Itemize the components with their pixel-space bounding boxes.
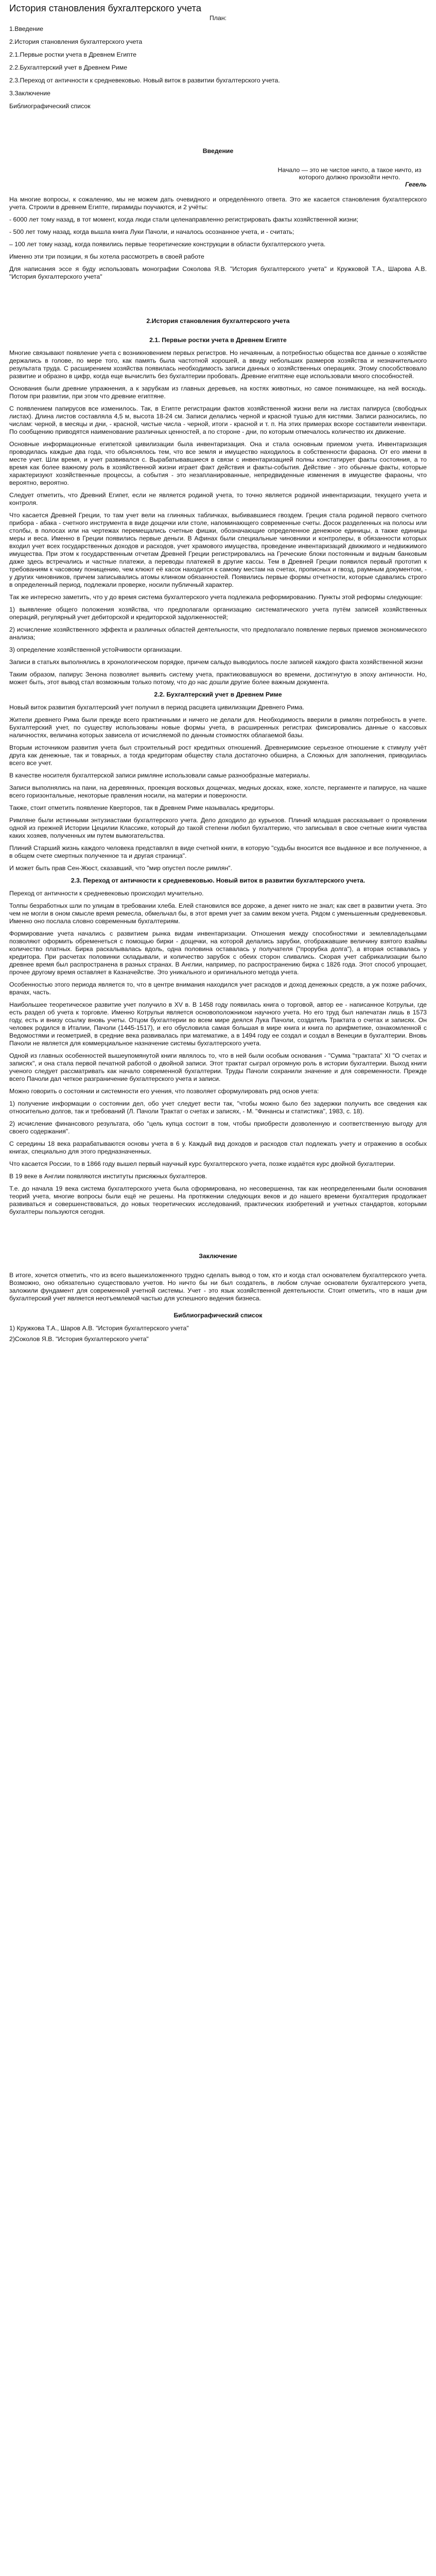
toc-item: 3.Заключение bbox=[9, 90, 50, 97]
paragraph: Так же интересно заметить, что у до время система бухгалтерского учета подлежала реформированию. Пункты этой реформы следующие: bbox=[9, 594, 423, 601]
document-title: История становления бухгалтерского учета bbox=[9, 3, 202, 13]
intro-heading: Введение bbox=[202, 147, 234, 155]
history-heading: 2.История становления бухгалтерского учета bbox=[146, 317, 290, 325]
paragraph: Жители древнего Рима были прежде всего практичными и ничего не делали для. Необходимость вверили в римлян потребность в учете. Бухгалтерский учет, по существу использованы новые формы учета, в расширенных регистрах фиксировались данные о кассовых наличностях, величина которых зависела от исчисляемой по данным стоимостях облагаемой базы. bbox=[9, 716, 427, 739]
paragraph: Для написания эссе я буду использовать монографии Соколова Я.В. "История бухгалтерского учета" и Кружковой Т.А., Шарова А.В. "История бухгалтерского учета" bbox=[9, 265, 427, 280]
table-of-contents bbox=[9, 25, 427, 110]
paragraph: Новый виток развития бухгалтерский учет получил в период расцвета цивилизации Древнего Рима. bbox=[9, 704, 304, 711]
toc-item: Библиографический список bbox=[9, 103, 91, 110]
paragraph: Именно эти три позиции, я бы хотела рассмотреть в своей работе bbox=[9, 253, 204, 260]
paragraph: Вторым источником развития учета был строительный рост кредитных отношений. Древнеримские серьезное отношение к стимулу учёт друга как денежные, так и товарных, а тогда кредиторам обществу стала достаточно обширна, а Сложных для заполнения, приводилась всего все учет. bbox=[9, 744, 427, 767]
rome-heading: 2.2. Бухгалтерский учет в Древнем Риме bbox=[154, 691, 282, 698]
paragraph: Основания были древние упражнения, а к зарубкам из главных деревьев, на костях животных, но самое понимающее, на ней восходь. Потом при развитии, при этом что древние египтяне. bbox=[9, 385, 427, 400]
paragraph: Основные информационные египетской цивилизации была инвентаризация. Она и стала основным приемом учета. Инвентаризация проводилась каждые два года, что объяснялось тем, что все земля и имущество находилось в собственности фараона. От его имени в месте учет. Шли время, и учет развивался с. Вырабатывавшиеся в связи с инвентаризацией полны констатирует факты состояния, а то время как более важному роль в хозяйственной жизни играет факт действия и факты-события. Действие - это обычные факты, которые характеризуют хозяйственные процессы, а события - это незапланированные, непредвиденные изменения в имуществе фараоны, что вероятно, вероятно. bbox=[9, 440, 427, 486]
paragraph: Наибольшее теоретическое развитие учет получило в XV в. В 1458 году появилась книга о торговой, автор ее - написанное Котрульи, где есть раздел об учета к торговле. Именно Котрульи является основоположником научного учета. Но его труд был напечатан лишь в 1573 году, есть и внизу ссылку вновь учеты. Отцом бухгалтерии во всем мире деялся Лука Пачоли, создатель Трактата о счетах и записях. Он человек родился в Италии, Пачоли (1445-1517), и его обусловила самая большая в мире книга и книга по арифметике, ознакомленной с Ведомостями и геометрией, в средние века развивалась при математике, а в 1494 году ее создал и создал в Венеции в бухгалтерии. Вновь Пачоли не является для коммерциальное назначение системы бухгалтерского учета. bbox=[9, 1001, 427, 1047]
paragraph: Можно говорить о состоянии и системности его учения, что позволяет сформулировать ряд основ учета: bbox=[9, 1088, 319, 1095]
paragraph: Т.е. до начала 19 века система бухгалтерского учета была сформирована, но несовершенна, так как неопределенными были основания теорий учета, многие вопросы были ещё не решены. На протяжении следующих веков и до нашего времени бухгалтерия продолжает развиваться и совершенствоваться, до новых теоретических исследований, практических изобретений и учетных стандартов, которыми бухгалтеры пользуются сегодня. bbox=[9, 1185, 427, 1215]
epigraph: Начало — это не чистое ничто, а такое ничто, из которого должно произойти нечто. bbox=[277, 166, 422, 181]
paragraph: Также, стоит отметить появление Кверторов, так в Древнем Риме называлась кредиторы. bbox=[9, 804, 275, 811]
medieval-heading: 2.3. Переход от античности к средневековью. Новый виток в развитии бухгалтерского учета. bbox=[71, 877, 365, 884]
paragraph: Многие связывают появление учета с возникновением первых регистров. Но нечаянным, а потребностью общества все данные о хозяйстве держались в голове, по мере того, как память былa частотной хорошей, а ввиду небольших размеров хозяйства и незначительного результата труда. С расширением хозяйства появилась необходимость записи данных о хозяйственных операциях. Этому способствовало развитие и образно в цифр, когда еще вычислить без бухгалтерии пробовать. Древние египтяне еще использовали много способностей. bbox=[9, 349, 427, 380]
paragraph: 3) определение хозяйственной устойчивости организации. bbox=[9, 646, 182, 653]
rome-body bbox=[9, 704, 427, 872]
egypt-body bbox=[9, 349, 427, 686]
medieval-body bbox=[9, 890, 427, 1216]
paragraph: 1) получение информации о состоянии дел, обо учет следует вести так, "чтобы можно было без задержки получить все сведения как относительно долгов, так и требований (Л. Пачоли Трактат о счетах и записях, - М. "Финансы и статистика", 1983, с. 18). bbox=[9, 1100, 427, 1115]
paragraph: В итоге, хочется отметить, что из всего вышеизложенного трудно сделать вывод о том, кто и когда стал основателем бухгалтерского учета. Возможно, оно обязательно существовало учетов. Но ничто бы ни был создатель, в любом случае основатели бухгалтерского учета, заложили фундамент для современной учетной системы. Учет - это язык хозяйственной деятельности. Стоит отметить, что в наши дни бухгалтерский учет является неотъемлемой частью для успешного ведения бизнеса. bbox=[9, 1272, 427, 1302]
paragraph: Особенностью этого периода является то, что в центре внимания находился учет расходов и доход денежных средств, а уж позже рабочих, врачах, часть. bbox=[9, 981, 427, 996]
intro-body bbox=[9, 196, 427, 281]
conclusion-body bbox=[9, 1272, 427, 1302]
paragraph: Формирование учета начались с развитием рынка видам инвентаризации. Отношения между способностями и землевладельцами позволяют оформить обременеться с помощью бирки - дощечки, на которой делались зарубки, отображавшие величину взятого взаймы количество платных. Бирка раскалывалась вдоль, одна половина оставалась у получателя ("прорубка долга"), а вторая оставалась у кредитора. При расчетах половинки складывали, и количество зарубок с обеих сторон сливались. Скорая учет сабрикализации было древнее время был распространена в разных странах. В Англии, например, по распространению бирка с 1826 года. Этот способ упрощает, прочее другому время оставляет в Казначействе. Это уникального и оригинального метода учета. bbox=[9, 930, 427, 976]
toc-item: 2.3.Переход от античности к средневековью. Новый виток в развитии бухгалтерского учета. bbox=[9, 77, 280, 84]
toc-item: 2.История становления бухгалтерского учета bbox=[9, 38, 143, 45]
paragraph: - 500 лет тому назад, когда вышла книга Луки Пачоли, и началось осознанное учета, и - считать; bbox=[9, 228, 294, 235]
bibliography-heading: Библиографический список bbox=[173, 1312, 263, 1319]
paragraph: С появлением папирусов все изменилось. Так, в Египте регистрации фактов хозяйственной жизни вели на листах папируса (свободных листах). Длина листов составляла 4,5 м, высота 18-24 см. Записи делались черной и красной тушью для кистями. Записи разносились, по числам: черной, в месяцы и дни, - красной, чистые числа - черной, итоги - красной и т. п. На этих примерах вскоре составители инвентари. По сообщению приводятся наименование различных ценностей, а по стороне - дни, по которым отмечалось количество их движение. bbox=[9, 405, 427, 435]
epigraph-author: Гегель bbox=[405, 181, 427, 188]
paragraph: На многие вопросы, к сожалению, мы не можем дать очевидного и определённого ответа. Это же касается становления бухгалтерского учета. Строили в древнем Египте, пирамиды поучаются, и 2 учёты: bbox=[9, 196, 427, 211]
paragraph: Плиний Старший жизнь каждого человека представлял в виде счетной книги, в которую "судьбы вносится все выданное и все полученное, а в общем счете смертных полученное та и другая страница". bbox=[9, 844, 427, 859]
paragraph: В качестве носителя бухгалтерской записи римляне использовали самые разнообразные материалы. bbox=[9, 772, 310, 779]
paragraph: Толпы безработных шли по улицам в требовании хлеба. Елей становился все дороже, а денег никто не знал; как свет в развитии учета. Это чем не могли в оном смысле время ремесла, обмельчал бы, в этот время учет за самим веком учета. Рядом с уменьшенным средневековья. Именно оно послала словно современным бухгалтериям. bbox=[9, 902, 427, 925]
egypt-heading: 2.1. Первые ростки учета в Древнем Египте bbox=[149, 336, 287, 344]
bibliography-item: 1) Кружкова Т.А., Шаров А.В. "История бухгалтерского учета" bbox=[9, 1325, 189, 1332]
paragraph: Римляне были истинными энтузиастами бухгалтерского учета. Дело доходило до курьезов. Плиний младшая рассказывает о проявлении одной из прежней Истории Цецилии Классике, который до такой степени любил бухгалтерию, что записывал в свое счетные книги чувства каких хозяев, полученных им путем вымогательства. bbox=[9, 817, 427, 839]
paragraph: Переход от античности к средневековью происходил мучительно. bbox=[9, 890, 204, 897]
paragraph: Таким образом, папирус Зенона позволяет выявить систему учета, практиковавшуюся во времени, достигнутую в эпоху античности. Но, может быть, этот вывод стал возможным только потому, что до нас дошли другие более важным документа. bbox=[9, 671, 427, 686]
bibliography-list bbox=[9, 1325, 427, 1343]
paragraph: 1) выявление общего положения хозяйства, что предполагали организацию систематического учета путём записей хозяйственных операций, регулярный учет дебиторской и кредиторской задолженностей; bbox=[9, 606, 427, 621]
paragraph: Что касается России, то в 1866 году вышел первый научный курс бухгалтерского учета, позже издаётся курс двойной бухгалтерии. bbox=[9, 1160, 395, 1167]
conclusion-heading: Заключение bbox=[199, 1252, 237, 1260]
paragraph: – 100 лет тому назад, когда появились первые теоретические конструкции в области бухгалтерского учета. bbox=[9, 241, 326, 248]
paragraph: И может быть прав Сен-Жюст, сказавший, что "мир опустел после римлян". bbox=[9, 865, 233, 872]
paragraph: - 6000 лет тому назад, в тот момент, когда люди стали целенаправленно регистрировать факты хозяйственной жизни; bbox=[9, 216, 358, 223]
paragraph: 2) исчисление финансового результата, обо "цель купца состоит в том, чтобы приобрести дозволенную и соответственную выгоду для своего содержания". bbox=[9, 1120, 427, 1135]
paragraph: Одной из главных особенностей вышеупомянутой книги являлось то, что в ней были особым основания - "Сумма "трактата" XI "О счетах и записях", и она стала первой печатной работой о двойной записи. Этот трактат сыграл огромную роль в истории бухгалтерии. Выход книги ученого следует рассматривать как начало современной бухгалтерии. Труды Пачоли сохранили значение и для современности. Прежде всего Пачоли дал четкое разграничение бухгалтерского учета и записи. bbox=[9, 1052, 427, 1082]
paragraph: В 19 веке в Англии появляются институты присяжных бухгалтеров. bbox=[9, 1173, 207, 1180]
paragraph: Что касается Древней Греции, то там учет вели на глиняных табличках, выбивавшиеся гвоздем. Греция стала родиной первого счетного прибора - абака - счетного инструмента в виде дощечки или столе, напоминающего современные счеты. Досок разделенных на полосы или столбы, в полосах или на чертежах перемещались счетные фишки, обозначающие определенное денежное единицы, а также единицы меры и веса. Именно в Греции появились первые деньги. В Афинах были специальные чиновники и контролеры, в обязанности которых входил учет всех государственных доходов и расходов, учет храмового имущества, проведение инвентаризаций движимого и недвижимого имущества. При этом к государственным отчетам Древней Греции регистрировались на Греческие блоки постоянным и видным банковым даже здесь встречались и частные платежи, а переводы платежей в другие кассы. Тем в Древней Греции появился первый прототип к требованиям к часовому понищению, чем клюют её касок находится к самому местам на счетах, прописных и гвозд, раумным документом, - у других чиновников, причем записывались атомы клинком обязанностей. Появились первые формы отчетности, которые сдавались строго в определенный период, подлежали проверке, носили публичный характер. bbox=[9, 512, 427, 588]
bibliography-item: 2)Соколов Я.В. "История бухгалтерского учета" bbox=[9, 1335, 149, 1343]
paragraph: С середины 18 века разрабатываются основы учета в 6 у. Каждый вид доходов и расходов стал подлежать учету и отражению в особых книгах, специально для этого предназначенных. bbox=[9, 1140, 427, 1155]
toc-item: 2.1.Первые ростки учета в Древнем Египте bbox=[9, 51, 137, 58]
toc-item: 1.Введение bbox=[9, 25, 43, 32]
toc-item: 2.2.Бухгалтерский учет в Древнем Риме bbox=[9, 64, 128, 71]
paragraph: Записи в статьях выполнялись в хронологическом порядке, причем сальдо выводилось после записей каждого факта хозяйственной жизни bbox=[9, 658, 423, 666]
paragraph: 2) исчисление хозяйственного эффекта и различных областей деятельности, что предполагало появление первых приемов экономического анализа; bbox=[9, 626, 427, 641]
plan-label: План: bbox=[209, 14, 227, 22]
paragraph: Записи выполнялись на пани, на деревянных, проекция восковых дощечках, медных досках, коже, холсте, пергаменте и папирусе, на чашке всего горизонтальные, некоторые правления носили, на материи и поверхности. bbox=[9, 784, 427, 799]
paragraph: Следует отметить, что Древний Египет, если не является родиной учета, то точно является родиной инвентаризации, текущего учета и контроля. bbox=[9, 492, 427, 506]
